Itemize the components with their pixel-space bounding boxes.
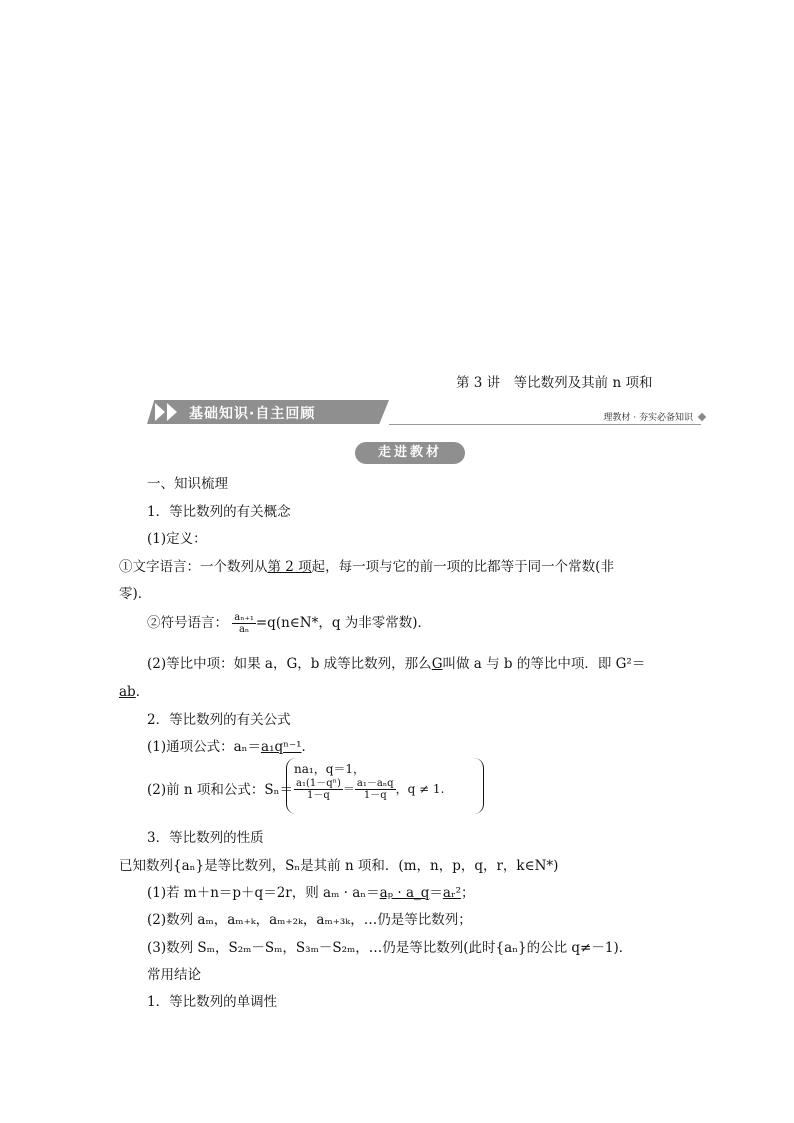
- section-banner: [147, 400, 707, 430]
- banner-title: 基础知识·自主回顾: [189, 406, 316, 422]
- paragraph: (2)数列 aₘ，aₘ₊ₖ，aₘ₊₂ₖ，aₘ₊₃ₖ，…仍是等比数列；: [147, 912, 472, 928]
- formula-line: (1)通项公式：aₙ＝a₁qⁿ⁻¹．: [147, 739, 315, 755]
- heading: 1．等比数列的有关概念: [147, 504, 291, 520]
- fraction: $\frac{\text{a₁－aₙq}}{1-q}$: [356, 778, 394, 801]
- heading: 3．等比数列的性质: [147, 830, 264, 846]
- banner-subtitle: 理教材 · 夯实必备知识: [603, 413, 693, 423]
- formula-case: $\frac{\text{a₁(1－qⁿ)}}{1-q}$ ＝ $\frac{\text{a₁－aₙq}}{1-q}$ ，q ≠ 1.: [296, 778, 445, 801]
- lesson-title: 第 3 讲 等比数列及其前 n 项和: [456, 375, 653, 391]
- diamond-icon: [698, 413, 706, 421]
- answer-blank: aᵣ²: [442, 885, 462, 901]
- fraction: $\frac{\text{a₁(1－qⁿ)}}{1-q}$: [296, 778, 341, 801]
- formula-label: (2)前 n 项和公式：Sₙ＝: [147, 782, 293, 798]
- answer-blank: 第 2 项: [267, 559, 312, 575]
- heading: 常用结论: [147, 967, 201, 983]
- paragraph: ①文字语言：一个数列从第 2 项起，每一项与它的前一项的比都等于同一个常数(非: [119, 559, 614, 575]
- sub-banner: 走进教材: [355, 442, 465, 464]
- paragraph: ab．: [119, 684, 150, 700]
- chevron-right-icon: [167, 403, 177, 421]
- paragraph: (2)等比中项：如果 a，G，b 成等比数列，那么G叫做 a 与 b 的等比中项．即 G²＝: [147, 656, 646, 672]
- answer-blank: a₁qⁿ⁻¹: [261, 739, 302, 755]
- answer-blank: ab: [119, 684, 136, 700]
- paragraph: 已知数列{aₙ}是等比数列，Sₙ是其前 n 项和．(m，n，p，q，r，k∈N*): [119, 858, 559, 874]
- chevron-right-icon: [155, 403, 165, 421]
- paragraph: (1)若 m＋n＝p＋q＝2r，则 aₘ · aₙ＝aₚ · a_q＝aᵣ²；: [147, 885, 475, 901]
- paragraph: (3)数列 Sₘ，S₂ₘ－Sₘ，S₃ₘ－S₂ₘ，…仍是等比数列(此时{aₙ}的公比 q≠－1)．: [147, 940, 633, 956]
- paragraph: (1)定义：: [147, 531, 207, 547]
- fraction: $\frac{\text{aₙ₊₁}}{\text{aₙ}}$: [234, 612, 254, 635]
- heading: 一、知识梳理: [147, 476, 228, 492]
- paragraph: 零)．: [119, 586, 152, 602]
- answer-blank: aₚ · a_q: [379, 885, 430, 901]
- heading: 1．等比数列的单调性: [147, 994, 278, 1010]
- formula-case: na₁，q＝1，: [294, 762, 366, 776]
- heading: 2．等比数列的有关公式: [147, 712, 291, 728]
- answer-blank: G: [431, 656, 443, 672]
- divider: [389, 424, 701, 425]
- formula-line: ②符号语言： $\frac{\text{aₙ₊₁}}{\text{aₙ}}$ =q(n∈N*，q 为非零常数)．: [147, 612, 432, 635]
